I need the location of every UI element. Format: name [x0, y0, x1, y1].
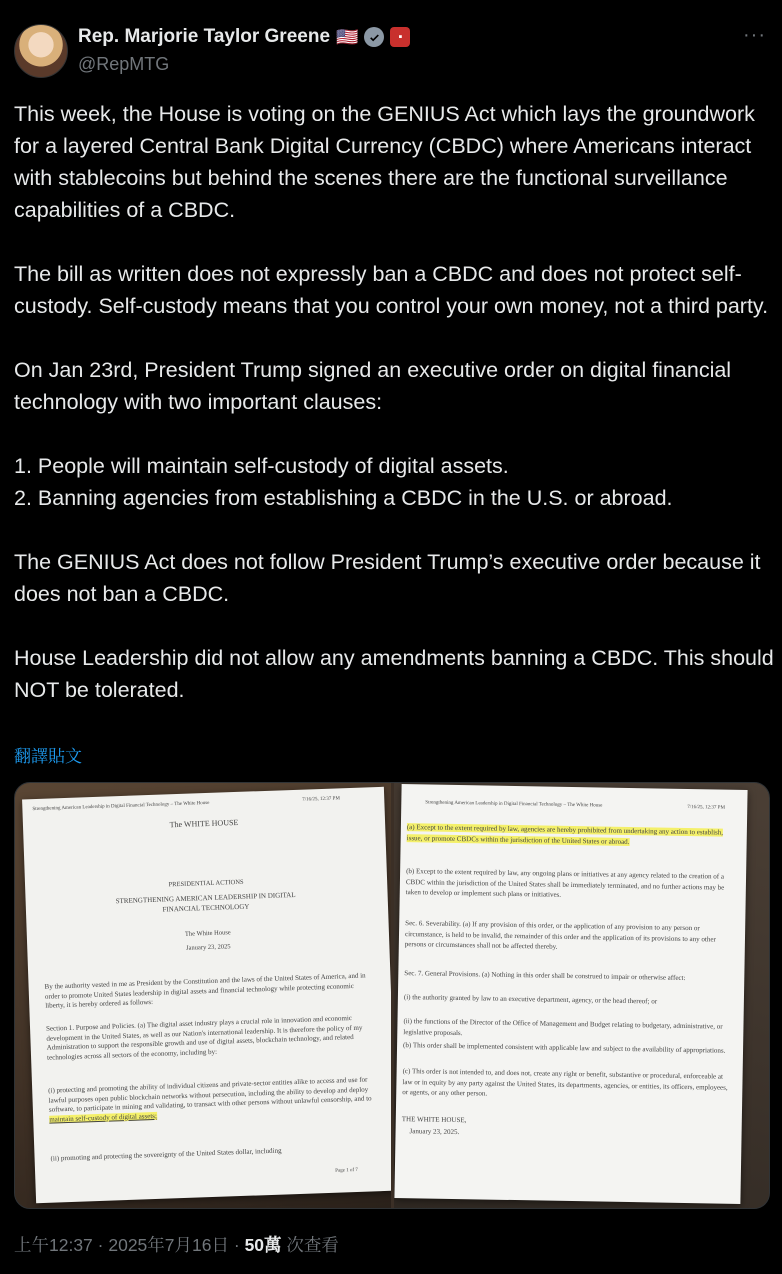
post-date[interactable]: 2025年7月16日: [108, 1235, 229, 1255]
author-handle[interactable]: @RepMTG: [78, 54, 170, 74]
doc-item-i-text: (i) protecting and promoting the ability of individual citizens and private-sector entities alike to access and use for lawful purposes open public blockchain networks without persecution, including the ability to develop and deploy software, to participate in mining and validating, to transact with other persons without unlawful censorship, and to: [48, 1075, 372, 1114]
doc-body: By the authority vested in me as President by the Constitution and the laws of the United States of America, and in order to promote United States leadership in digital assets and financial technology while protecting economic liberty, it is hereby ordered as follows:: [44, 971, 366, 1010]
government-flag-icon[interactable]: ▪: [390, 27, 410, 47]
doc-section-7: Sec. 7. General Provisions. (a) Nothing in this order shall be construed to impair or otherwise affect:: [403, 969, 686, 982]
view-count-label: 次查看: [281, 1235, 339, 1255]
post-time[interactable]: 上午12:37: [14, 1235, 93, 1255]
photo-document-page-2[interactable]: [394, 783, 770, 1208]
doc-section-7-b: (b) This order shall be implemented consistent with applicable law and subject to the availability of appropriations.: [402, 1041, 725, 1055]
verified-badge-icon[interactable]: [364, 27, 384, 47]
tweet-paragraph: The bill as written does not expressly ban a CBDC and does not protect self-custody. Self-custody means that you control your own money, not a third party.: [14, 262, 769, 318]
doc-date-stamp: 7/16/25, 12:37 PM: [686, 805, 725, 811]
meta-separator: ·: [229, 1235, 245, 1255]
doc-section-6: Sec. 6. Severability. (a) If any provision of this order, or the application of any provision to any person or circumstance, is held to be invalid, the remainder of this order and the application of its provisions to any other persons or circumstances shall not be affected thereby.: [404, 919, 716, 951]
tweet-paragraph: House Leadership did not allow any amendments banning a CBDC. This should NOT be tolerated.: [14, 646, 780, 702]
view-count[interactable]: 50萬: [244, 1235, 282, 1255]
photo-document-page-1[interactable]: [15, 783, 391, 1208]
doc-title: STRENGTHENING AMERICAN LEADERSHIP IN DIGITAL FINANCIAL TECHNOLOGY: [115, 890, 296, 914]
doc-house: The WHITE HOUSE: [169, 817, 239, 830]
tweet-paragraph: On Jan 23rd, President Trump signed an executive order on digital financial technology with two important clauses:: [14, 358, 738, 414]
doc-signoff-date: January 23, 2025.: [409, 1127, 459, 1137]
us-flag-icon: 🇺🇸: [336, 26, 359, 47]
author-name[interactable]: Rep. Marjorie Taylor Greene: [78, 26, 331, 47]
doc-item-b: (b) Except to the extent required by law, any ongoing plans or initiatives at any agency related to the creation of a CBDC within the jurisdiction of the United States shall be immediately terminated, and no further actions may be taken to develop or implement such plans or initiatives.: [405, 867, 724, 899]
more-options-icon[interactable]: ···: [743, 24, 766, 46]
document-page-1: [22, 787, 390, 1203]
doc-section-7-ii: (ii) the functions of the Director of the Office of Management and Budget relating to budgetary, administrative, or legislative proposals.: [402, 1017, 723, 1037]
doc-highlight-cbdc-ban: (a) Except to the extent required by law, agencies are hereby prohibited from undertaking any action to establish, issue, or promote CBDCs within the jurisdiction of the United States or abroad.: [406, 823, 723, 846]
tweet-meta: [14, 1232, 339, 1257]
tweet-paragraph: 1. People will maintain self-custody of digital assets. 2. Banning agencies from establishing a CBDC in the U.S. or abroad.: [14, 454, 673, 510]
author-name-line: [78, 26, 410, 48]
doc-item-i: [48, 1075, 379, 1124]
doc-date: January 23, 2025: [185, 943, 231, 952]
doc-section-7-i: (i) the authority granted by law to an executive department, agency, or the head thereof; or: [403, 993, 657, 1006]
doc-date-stamp: 7/16/25, 12:37 PM: [302, 796, 340, 803]
doc-section: PRESIDENTIAL ACTIONS: [168, 878, 244, 889]
doc-byline: The White House: [184, 929, 231, 938]
tweet-header: [14, 24, 768, 80]
tweet-text: [14, 98, 780, 706]
media-gallery: [14, 782, 770, 1209]
doc-cbdc-prohibition: [406, 822, 736, 849]
doc-item-ii: (ii) promoting and protecting the sovereignty of the United States dollar, including: [50, 1146, 282, 1163]
doc-section-7-c: (c) This order is not intended to, and does not, create any right or benefit, substantive or procedural, enforceable at law or in equity by any party against the United States, its departments, agencies, or entities, its officers, employees, or agents, or any other person.: [401, 1067, 728, 1098]
doc-highlight-self-custody: maintain self-custody of digital assets;: [49, 1111, 158, 1124]
meta-separator: ·: [92, 1235, 109, 1255]
avatar[interactable]: [14, 24, 68, 78]
doc-header: Strengthening American Leadership in Digital Financial Technology – The White House: [32, 800, 210, 813]
translate-post-link[interactable]: 翻譯貼文: [14, 747, 82, 766]
document-page-2: [394, 784, 747, 1204]
doc-header: Strengthening American Leadership in Digital Financial Technology – The White House: [424, 800, 602, 809]
tweet-paragraph: This week, the House is voting on the GENIUS Act which lays the groundwork for a layered Central Bank Digital Currency (CBDC) where Americans interact with stablecoins but behind the scenes there are the functional surveillance capabilities of a CBDC.: [14, 102, 761, 222]
doc-section-1: Section 1. Purpose and Policies. (a) The digital asset industry plays a crucial role in innovation and economic development in the United States, as well as our Nation's international leadership. It is therefore the policy of my Administration to support the responsible growth and use of digital assets, blockchain technology, and related technologies across all sectors of the economy, including by:: [45, 1014, 363, 1062]
doc-page-number: Page 1 of 7: [335, 1167, 358, 1174]
doc-signoff: THE WHITE HOUSE,: [401, 1115, 466, 1125]
tweet-paragraph: The GENIUS Act does not follow President Trump’s executive order because it does not ban a CBDC.: [14, 550, 767, 606]
